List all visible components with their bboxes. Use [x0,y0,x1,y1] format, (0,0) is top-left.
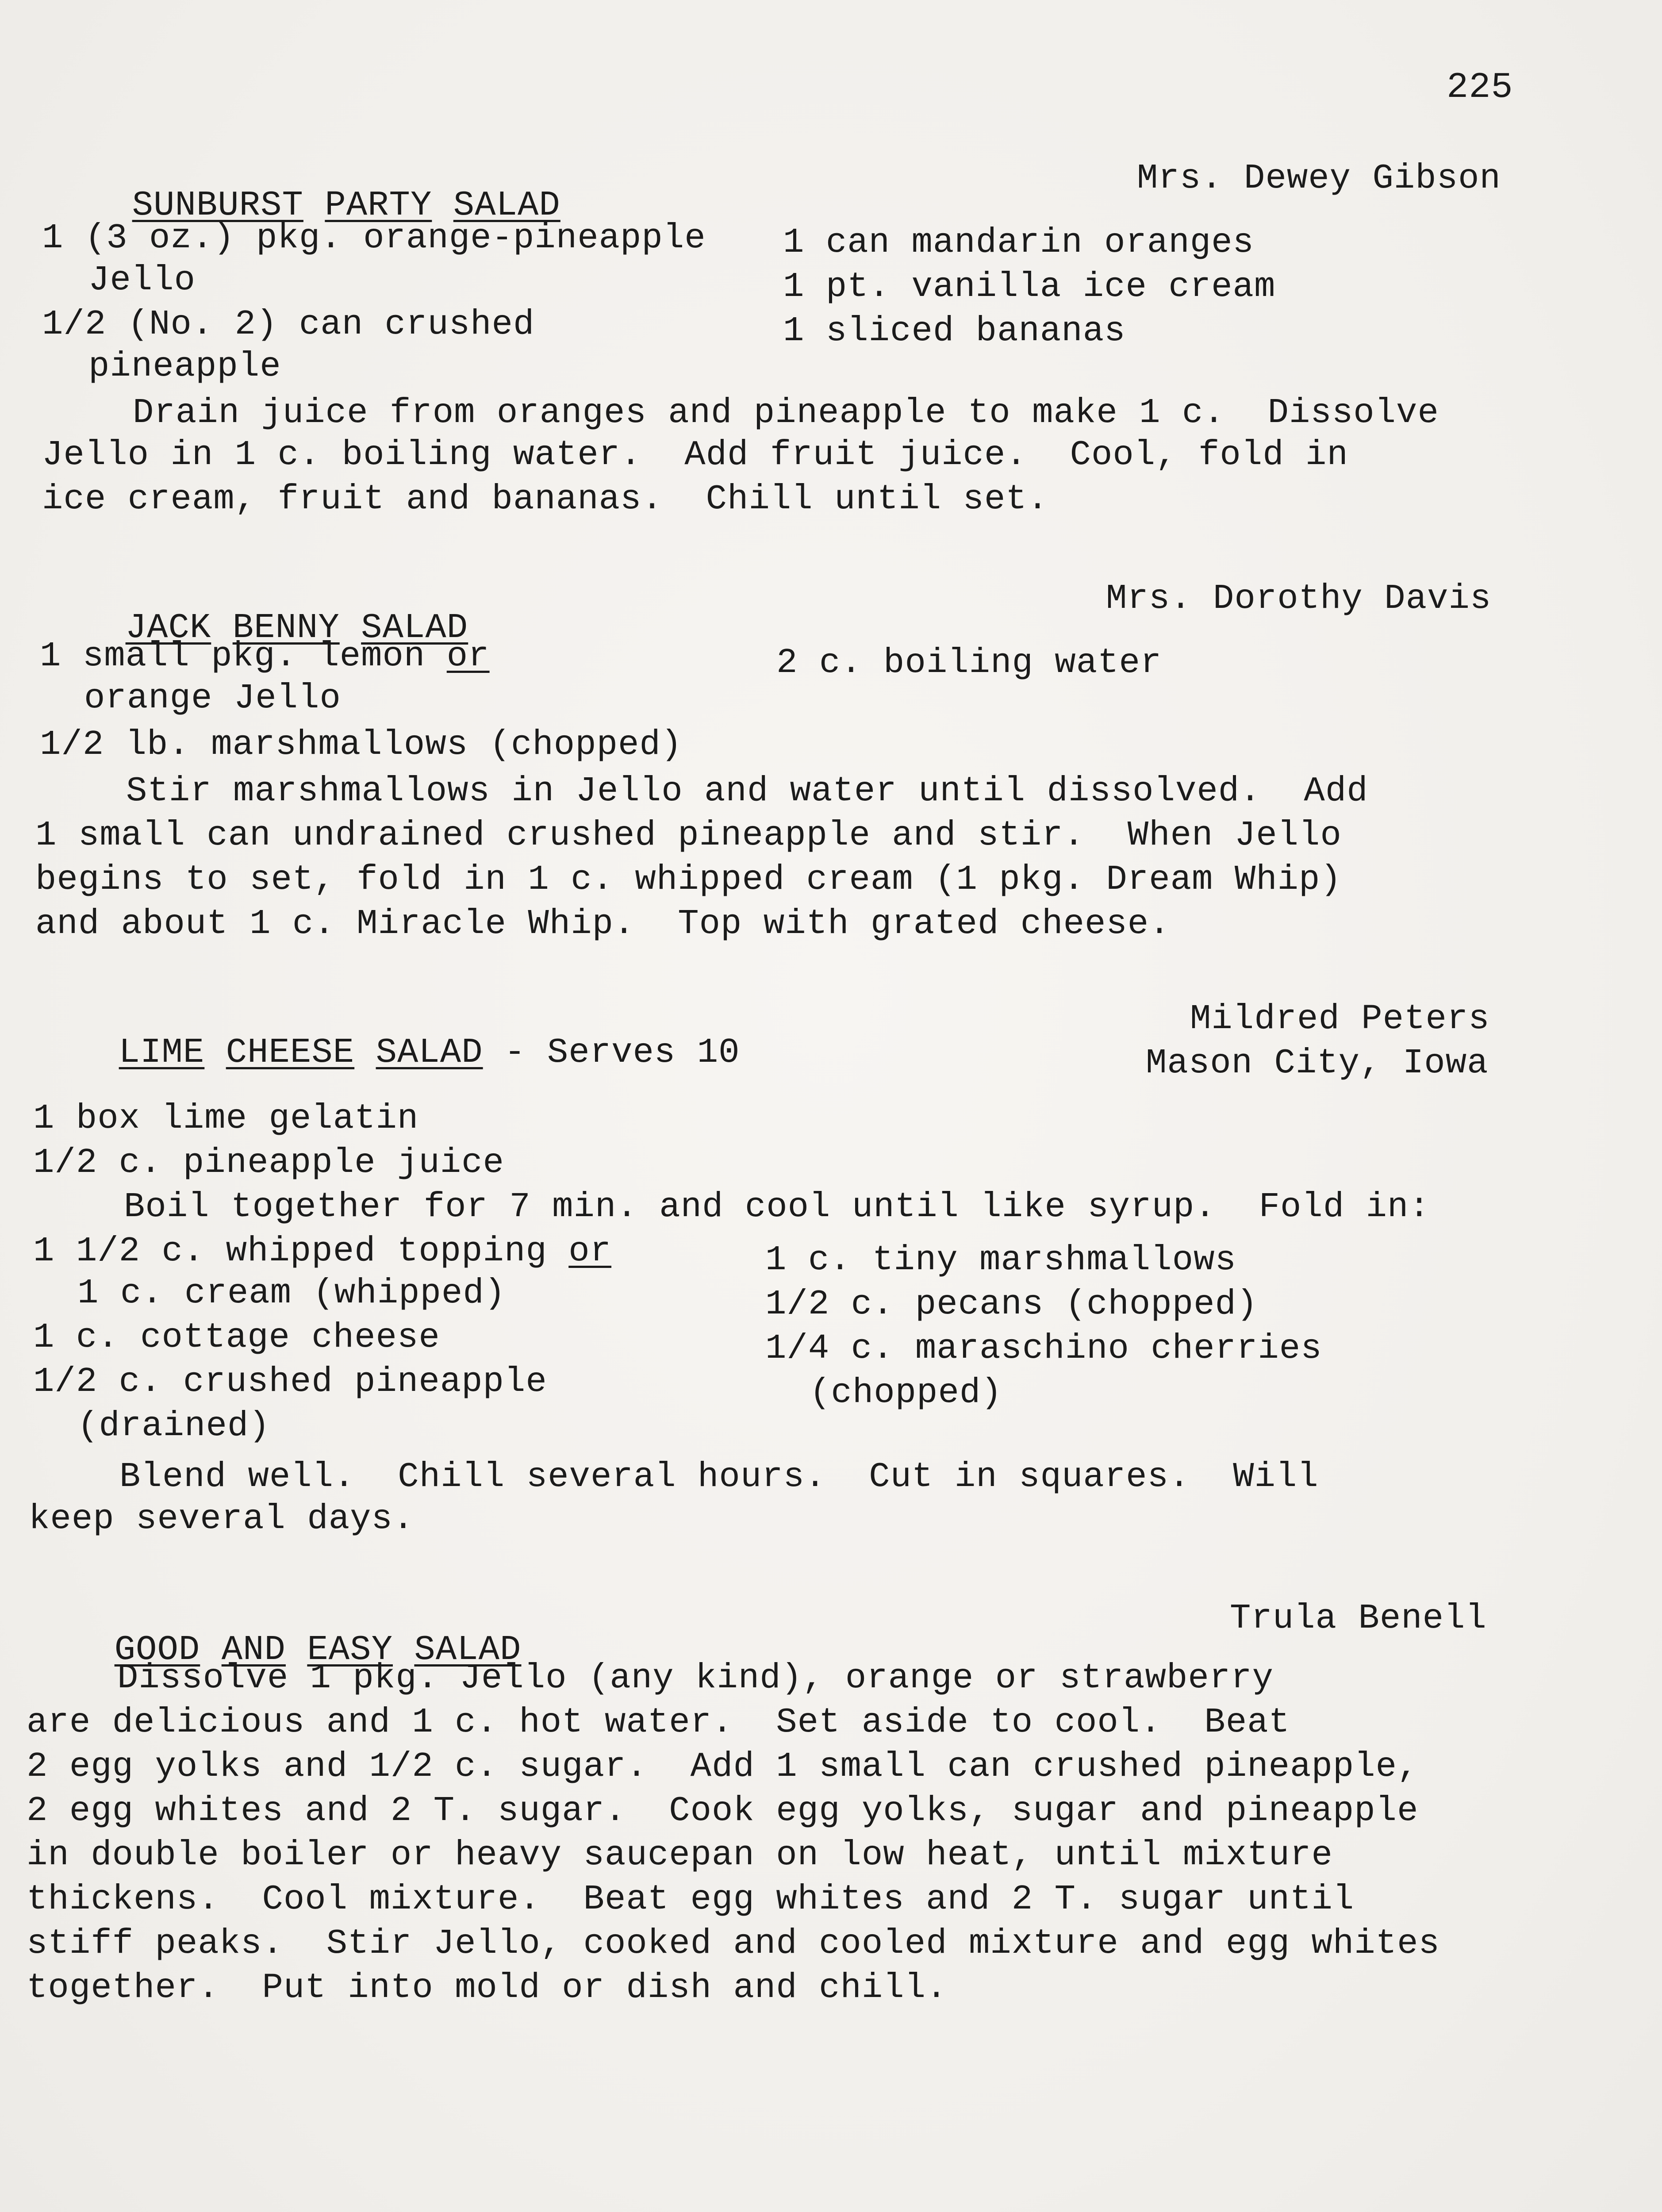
title-word: SUNBURST [132,185,303,225]
title-word: AND [221,1630,286,1670]
ingredient: 1 c. tiny marshmallows [765,1240,1236,1280]
ingredient: 1/4 c. maraschino cherries [765,1329,1322,1368]
recipe-author: Trula Benell [1230,1598,1487,1638]
title-word: PARTY [325,185,432,225]
direction-line: 2 egg yolks and 1/2 c. sugar. Add 1 small can crushed pineapple, [27,1747,1419,1786]
ingredient: orange Jello [84,678,341,718]
ingredient: 1 c. cottage cheese [33,1317,440,1357]
ingredient: pineapple [88,346,281,386]
direction-line: begins to set, fold in 1 c. whipped cream (1 pkg. Dream Whip) [35,860,1342,899]
direction-line: are delicious and 1 c. hot water. Set aside to cool. Beat [27,1702,1290,1742]
ingredient: 1/2 c. pineapple juice [33,1143,504,1183]
ingredient: 1/2 c. pecans (chopped) [765,1284,1258,1324]
direction-line: stiff peaks. Stir Jello, cooked and cooled mixture and egg whites [27,1924,1440,1963]
direction-line: thickens. Cool mixture. Beat egg whites and 2 T. sugar until [27,1879,1355,1919]
title-word: CHEESE [226,1033,355,1072]
direction-line: in double boiler or heavy saucepan on low heat, until mixture [27,1835,1333,1875]
direction-line: Dissolve 1 pkg. Jello (any kind), orange or strawberry [117,1658,1274,1698]
ingredient [40,635,490,677]
ingredient: 1/2 lb. marshmallows (chopped) [40,725,683,764]
direction-line: 1 small can undrained crushed pineapple and stir. When Jello [35,815,1342,855]
ingredient: 1/2 c. crushed pineapple [33,1362,547,1402]
ingredient: 1 pt. vanilla ice cream [783,267,1276,307]
recipe-author: Mrs. Dorothy Davis [1106,579,1492,618]
recipe-location: Mason City, Iowa [1146,1043,1489,1083]
title-word: SALAD [361,608,468,648]
ingredient: (chopped) [810,1373,1002,1413]
direction-line: Blend well. Chill several hours. Cut in squares. Will [119,1457,1319,1497]
ingredient-text: 1 small pkg. lemon [40,636,426,676]
ingredient: Jello [88,260,196,300]
direction-line: Boil together for 7 min. and cool until like syrup. Fold in: [124,1187,1430,1227]
ingredient: 2 c. boiling water [776,643,1162,683]
title-word: LIME [119,1033,205,1072]
title-word: BENNY [232,608,340,648]
or-word: or [446,636,490,676]
direction-line: together. Put into mold or dish and chill. [27,1968,948,2008]
ingredient: 1 c. cream (whipped) [77,1273,506,1313]
title-word: JACK [125,608,211,648]
ingredient [33,1230,611,1272]
direction-line: keep several days. [29,1499,415,1539]
ingredient: (drained) [77,1406,270,1446]
title-word: SALAD [414,1630,522,1670]
ingredient: 1/2 (No. 2) can crushed [42,304,535,344]
title-word: SALAD [453,185,560,225]
direction-line: and about 1 c. Miracle Whip. Top with grated cheese. [35,904,1171,944]
serves-note: - Serves 10 [504,1033,740,1072]
recipe-author: Mildred Peters [1190,999,1490,1039]
direction-line: ice cream, fruit and bananas. Chill until set. [42,479,1049,519]
title-word: EASY [307,1630,393,1670]
ingredient: 1 sliced bananas [783,311,1126,351]
title-word: GOOD [114,1630,200,1670]
or-word: or [568,1231,612,1271]
ingredient-text: 1 1/2 c. whipped topping [33,1231,547,1271]
direction-line: 2 egg whites and 2 T. sugar. Cook egg yolks, sugar and pineapple [27,1791,1419,1831]
page-number: 225 [1447,67,1513,108]
recipe-author: Mrs. Dewey Gibson [1137,158,1501,198]
direction-line: Jello in 1 c. boiling water. Add fruit juice. Cool, fold in [42,435,1348,475]
ingredient: 1 can mandarin oranges [783,223,1254,262]
ingredient: 1 box lime gelatin [33,1098,419,1138]
title-word: SALAD [376,1033,483,1072]
ingredient: 1 (3 oz.) pkg. orange-pineapple [42,218,706,258]
direction-line: Stir marshmallows in Jello and water until dissolved. Add [126,771,1368,811]
direction-line: Drain juice from oranges and pineapple to make 1 c. Dissolve [133,393,1439,433]
